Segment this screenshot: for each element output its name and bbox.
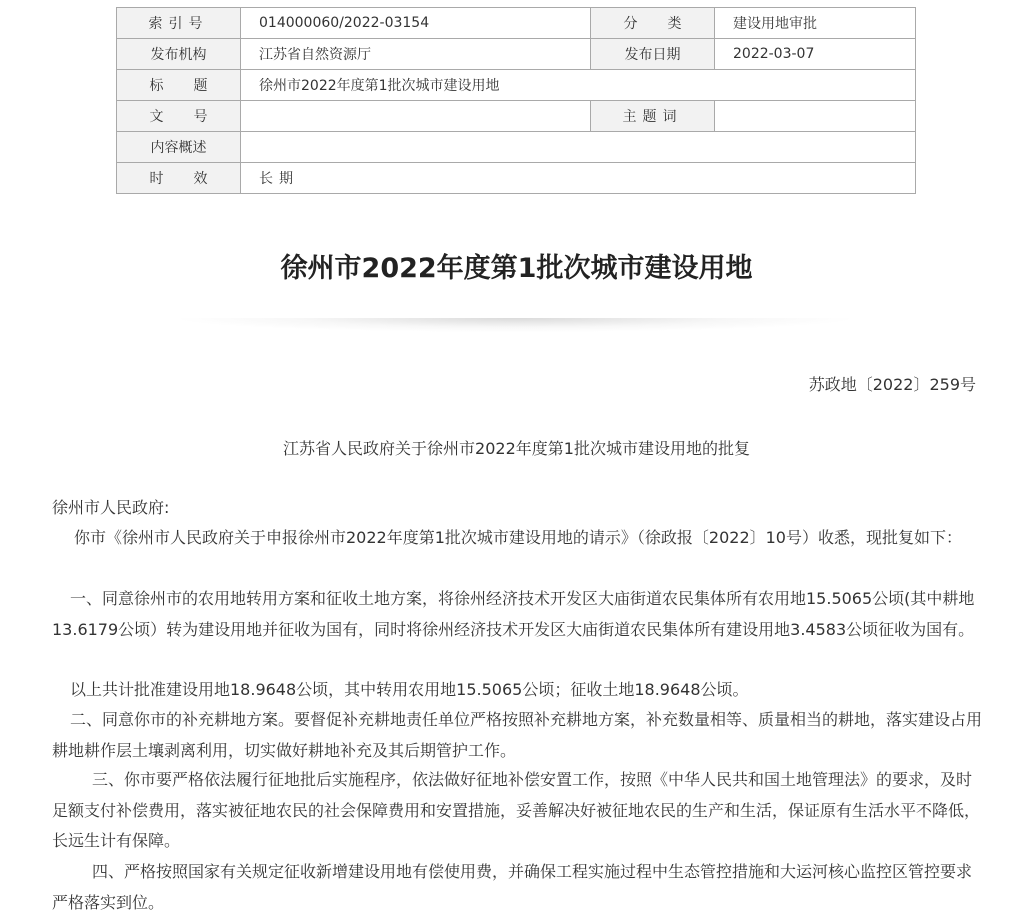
- docno-label: 文号: [117, 101, 241, 132]
- validity-label: 时效: [117, 163, 241, 194]
- title-divider-shadow: [180, 318, 850, 332]
- metadata-row-validity: [117, 163, 916, 194]
- category-value: 建设用地审批: [715, 8, 916, 39]
- body-paragraph: 二、同意你市的补充耕地方案。要督促补充耕地责任单位严格按照补充耕地方案，补充数量相等、质量相当的耕地，落实建设占用耕地耕作层土壤剥离利用，切实做好耕地补充及其后期管护工作。: [52, 710, 983, 760]
- body-paragraph: 三、你市要严格依法履行征地批后实施程序，依法做好征地补偿安置工作，按照《中华人民共和国土地管理法》的要求，及时足额支付补偿费用，落实被征地农民的社会保障费用和安置措施，妥善解决好被征地农民的生产和生活，保证原有生活水平不降低，长远生计有保障。: [52, 770, 981, 850]
- salutation: 徐州市人民政府:: [52, 498, 170, 517]
- index-label: 索引号: [117, 8, 241, 39]
- body-paragraph: 以上共计批准建设用地18.9648公顷，其中转用农用地15.5065公顷；征收土地18.9648公顷。: [70, 680, 749, 699]
- body-paragraph: 四、严格按照国家有关规定征收新增建设用地有偿使用费，并确保工程实施过程中生态管控措施和大运河核心监控区管控要求严格落实到位。: [52, 862, 973, 912]
- body-paragraph: 一、同意徐州市的农用地转用方案和征收土地方案，将徐州经济技术开发区大庙街道农民集体所有农用地15.5065公顷(其中耕地13.6179公顷）转为建设用地并征收为国有，同时将徐州经济技术开发区大庙街道农民集体所有建设用地3.4583公顷征收为国有。: [52, 589, 975, 639]
- validity-value: 长期: [241, 163, 916, 194]
- summary-label: 内容概述: [117, 132, 241, 163]
- keywords-value: [715, 101, 916, 132]
- document-number: 苏政地〔2022〕259号: [808, 375, 976, 394]
- docno-value: [241, 101, 591, 132]
- title-value: 徐州市2022年度第1批次城市建设用地: [241, 70, 916, 101]
- metadata-row-title: [117, 70, 916, 101]
- keywords-label: 主题词: [591, 101, 715, 132]
- date-value: 2022-03-07: [715, 39, 916, 70]
- metadata-row-summary: [117, 132, 916, 163]
- body-paragraph: 你市《徐州市人民政府关于申报徐州市2022年度第1批次城市建设用地的请示》（徐政报〔2022〕10号）收悉，现批复如下：: [74, 528, 962, 547]
- category-label: 分类: [591, 8, 715, 39]
- metadata-row-index: [117, 8, 916, 39]
- date-label: 发布日期: [591, 39, 715, 70]
- publisher-label: 发布机构: [117, 39, 241, 70]
- document-title: 徐州市2022年度第1批次城市建设用地: [280, 253, 753, 284]
- metadata-row-docno: [117, 101, 916, 132]
- title-label: 标题: [117, 70, 241, 101]
- metadata-row-publisher: [117, 39, 916, 70]
- document-metadata-table: [116, 7, 916, 194]
- summary-value: [241, 132, 916, 163]
- publisher-value: 江苏省自然资源厅: [241, 39, 591, 70]
- document-subtitle: 江苏省人民政府关于徐州市2022年度第1批次城市建设用地的批复: [283, 439, 750, 458]
- index-value: 014000060/2022-03154: [241, 8, 591, 39]
